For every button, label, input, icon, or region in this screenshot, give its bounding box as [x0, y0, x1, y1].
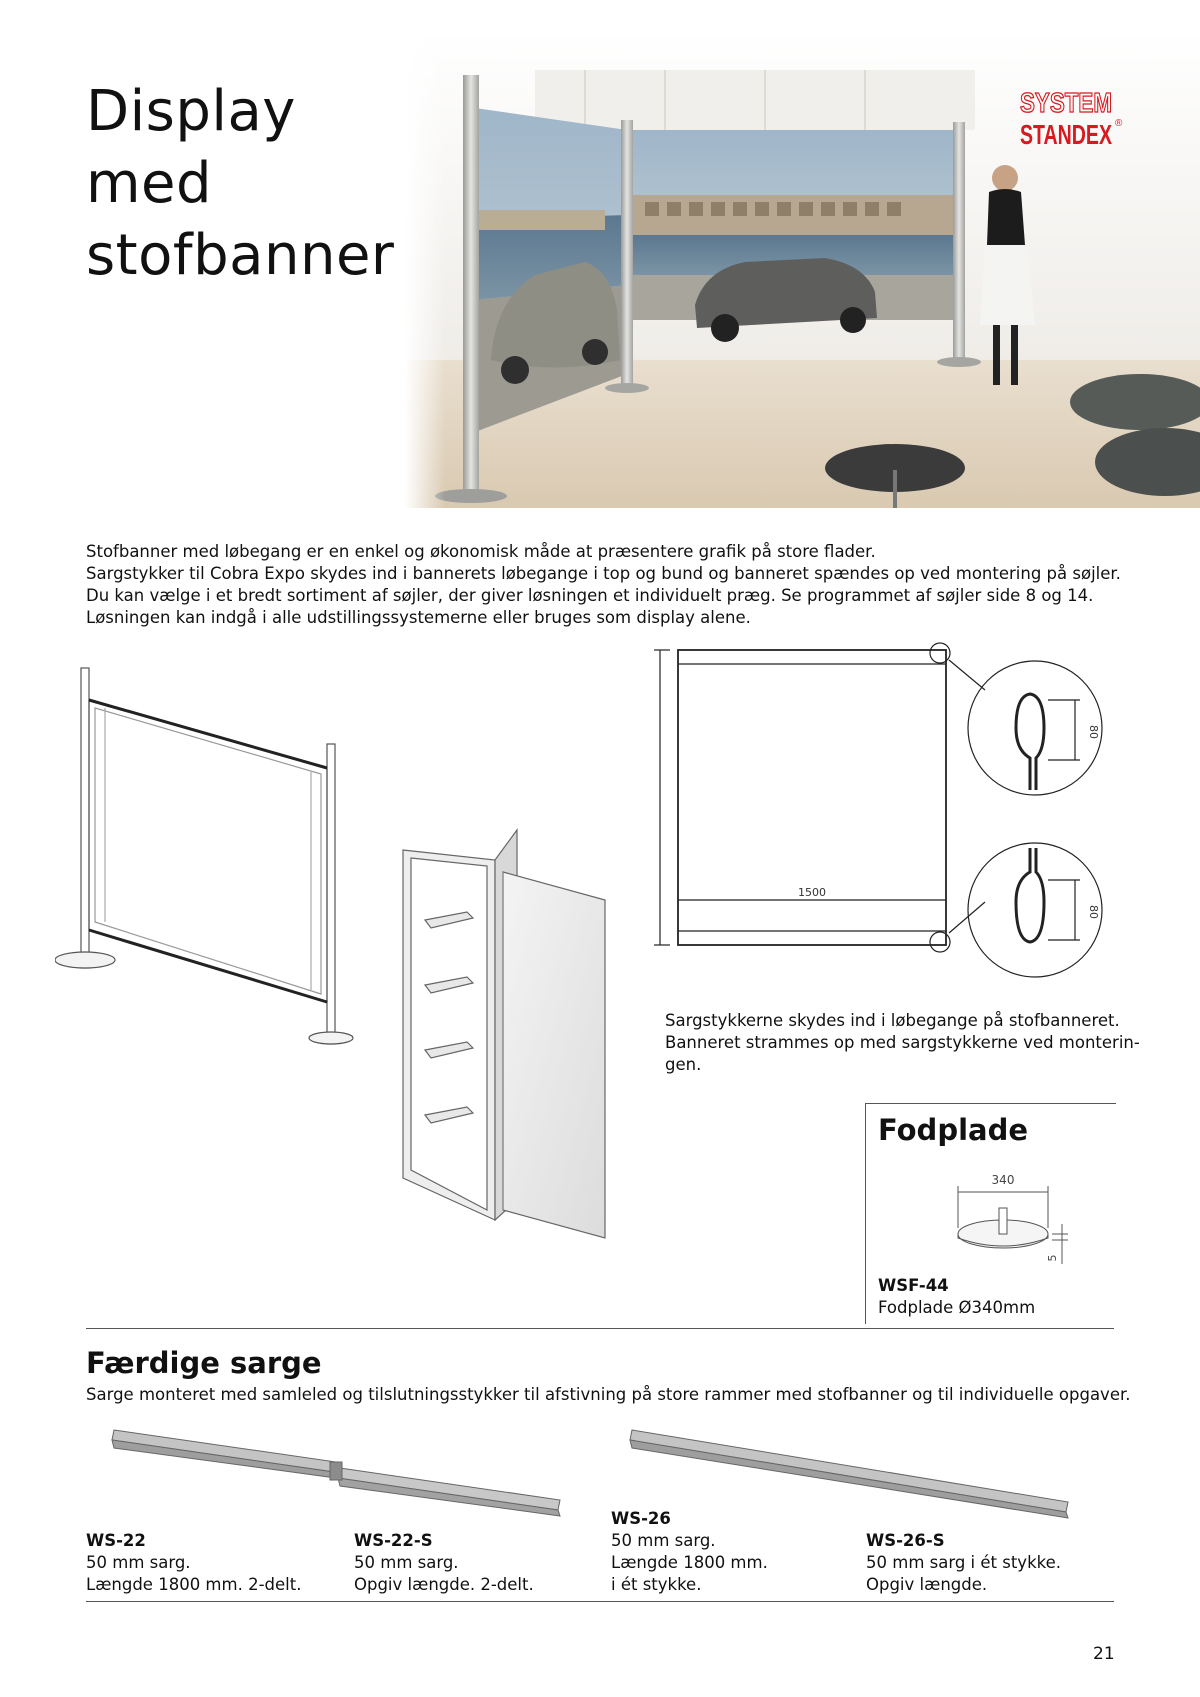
detail-top-label: 80 [1087, 725, 1100, 739]
product-line: 50 mm sarg i ét stykke. [866, 1553, 1061, 1572]
product-line: 50 mm sarg. [86, 1553, 191, 1572]
banner-frame-drawing [55, 660, 355, 1050]
product-ws-26-s [866, 1530, 1061, 1596]
product-line: i ét stykke. [611, 1575, 702, 1594]
logo-line2: STANDEX [1020, 119, 1113, 148]
width-dimension-label: 1500 [798, 886, 826, 899]
caption-line: Banneret strammes op med sargstykkerne ved monterin- [665, 1033, 1140, 1052]
product-code: WS-26 [611, 1509, 671, 1528]
panel-shelf-drawing [395, 820, 635, 1250]
title-line: med [86, 151, 213, 216]
diagram-caption [665, 1010, 1140, 1076]
product-ws-22-s [354, 1530, 534, 1596]
fodplade-description: Fodplade Ø340mm [878, 1298, 1036, 1317]
product-ws-22 [86, 1530, 301, 1596]
fodplade-code: WSF-44 [878, 1276, 949, 1295]
page-title [86, 76, 394, 292]
section-title: Færdige sarge [86, 1346, 322, 1380]
product-code: WS-22 [86, 1531, 146, 1550]
divider [86, 1328, 1114, 1329]
product-line: Længde 1800 mm. [611, 1553, 768, 1572]
detail-bottom-label: 80 [1087, 905, 1100, 919]
fodplade-width-label: 340 [991, 1173, 1015, 1187]
logo-registered-mark: ® [1115, 118, 1123, 129]
height-dimension-label: 1700 [650, 781, 653, 809]
title-line: stofbanner [86, 223, 395, 288]
intro-text [86, 541, 1146, 629]
intro-line: Stofbanner med løbegang er en enkel og økonomisk måde at præsentere grafik på store flader. [86, 542, 876, 561]
caption-line: gen. [665, 1055, 702, 1074]
page-number: 21 [1093, 1644, 1115, 1664]
fodplade-title: Fodplade [878, 1113, 1029, 1147]
divider [86, 1601, 1114, 1602]
intro-line: Sargstykker til Cobra Expo skydes ind i bannerets løbegange i top og bund og banneret spændes op ved montering på søjler. [86, 564, 1121, 583]
product-code: WS-26-S [866, 1531, 945, 1550]
fodplade-height-label: 5 [1046, 1254, 1059, 1262]
banner-dimension-diagram [650, 640, 1150, 985]
product-line: Opgiv længde. [866, 1575, 988, 1594]
product-code: WS-22-S [354, 1531, 433, 1550]
title-line: Display [86, 79, 296, 144]
product-line: Opgiv længde. 2-delt. [354, 1575, 534, 1594]
fodplade-drawing [940, 1168, 1080, 1268]
product-line: 50 mm sarg. [354, 1553, 459, 1572]
product-line: Længde 1800 mm. 2-delt. [86, 1575, 302, 1594]
caption-line: Sargstykkerne skydes ind i løbegange på stofbanneret. [665, 1011, 1120, 1030]
product-line: 50 mm sarg. [611, 1531, 716, 1550]
product-ws-26 [611, 1508, 768, 1596]
section-description: Sarge monteret med samleled og tilslutningsstykker til afstivning på store rammer med stofbanner og til individuelle opgaver. [86, 1385, 1131, 1404]
logo-line1: SYSTEM [1020, 87, 1112, 118]
system-standex-logo [1020, 86, 1124, 148]
intro-line: Løsningen kan indgå i alle udstillingssystemerne eller bruges som display alene. [86, 608, 751, 627]
intro-line: Du kan vælge i et bredt sortiment af søjler, der giver løsningen et individuelt præg. Se programmet af søjler side 8 og 14. [86, 586, 1094, 605]
